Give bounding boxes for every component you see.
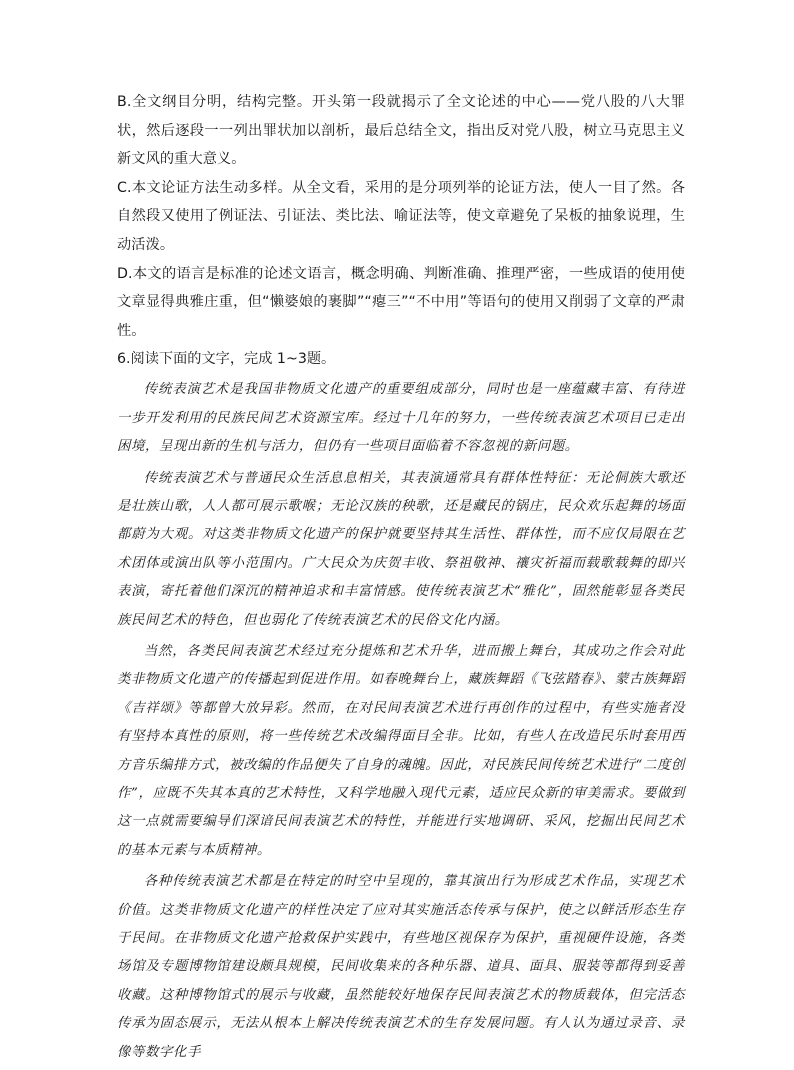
document-page — [117, 88, 685, 1070]
option-b: B.全文纲目分明，结构完整。开头第一段就揭示了全文论述的中心——党八股的八大罪状，然后逐段一一列出罪状加以剖析，最后总结全文，指出反对党八股，树立马克思主义新文风的重大意义。 — [117, 94, 685, 168]
passage-paragraph-3: 当然，各类民间表演艺术经过充分提炼和艺术升华，进而搬上舞台，其成功之作会对此类非物质文化遗产的传播起到促进作用。如春晚舞台上，藏族舞蹈《飞弦踏春》、蒙古族舞蹈《吉祥颂》等都曾大放异彩。然而，在对民间表演艺术进行再创作的过程中，有些实施者没有坚持本真性的原则，将一些传统艺术改编得面目全非。比如，有些人在改造民乐时套用西方音乐编排方式，被改编的作品便失了自身的魂魄。因此，对民族民间传统艺术进行“二度创作”，应既不失其本真的艺术特性，又科学地融入现代元素，适应民众新的审美需求。要做到这一点就需要编导们深谙民间表演艺术的特性，并能进行实地调研、采风，挖掘出民间艺术的基本元素与本质精神。 — [117, 644, 685, 858]
passage-paragraph-1: 传统表演艺术是我国非物质文化遗产的重要组成部分，同时也是一座蕴藏丰富、有待进一步开发利用的民族民间艺术资源宝库。经过十几年的努力，一些传统表演艺术项目已走出困境，呈现出新的生机与活力，但仍有一些项目面临着不容忽视的新问题。 — [117, 382, 685, 455]
option-d: D.本文的语言是标准的论述文语言，概念明确、判断准确、推理严密，一些成语的使用使文章显得典雅庄重，但“懒婆娘的裹脚”“瘪三”“不中用”等语句的使用又削弱了文章的严肃性。 — [117, 265, 685, 339]
passage-paragraph-2: 传统表演艺术与普通民众生活息息相关，其表演通常具有群体性特征：无论侗族大歌还是壮族山歌，人人都可展示歌喉；无论汉族的秧歌，还是藏民的锅庄，民众欢乐起舞的场面都蔚为大观。对这类非物质文化遗产的保护就要坚持其生活性、群体性，而不应仅局限在艺术团体或演出队等小范围内。广大民众为庆贺丰收、祭祖敬神、禳灾祈福而载歌载舞的即兴表演，寄托着他们深沉的精神追求和丰富情感。使传统表演艺术“雅化”，固然能彰显各类民族民间艺术的特色，但也弱化了传统表演艺术的民俗文化内涵。 — [117, 470, 685, 628]
option-c: C.本文论证方法生动多样。从全文看，采用的是分项列举的论证方法，使人一目了然。各自然段又使用了例证法、引证法、类比法、喻证法等，使文章避免了呆板的抽象说理，生动活泼。 — [117, 179, 685, 253]
question-prompt: 6.阅读下面的文字，完成 1~3题。 — [117, 351, 336, 368]
passage-paragraph-4: 各种传统表演艺术都是在特定的时空中呈现的，靠其演出行为形成艺术作品，实现艺术价值。这类非物质文化遗产的样性决定了应对其实施活态传承与保护，使之以鲜活形态生存于民间。在非物质文化遗产抢救保护实践中，有些地区视保存为保护，重视硬件设施，各类场馆及专题博物馆建设颇具规模，民间收集来的各种乐器、道具、面具、服装等都得到妥善收藏。这种博物馆式的展示与收藏，虽然能较好地保存民间表演艺术的物质载体，但完活态传承为固态展示，无法从根本上解决传统表演艺术的生存发展问题。有人认为通过录音、录像等数字化手 — [117, 874, 685, 1060]
reading-passage — [117, 376, 685, 1067]
